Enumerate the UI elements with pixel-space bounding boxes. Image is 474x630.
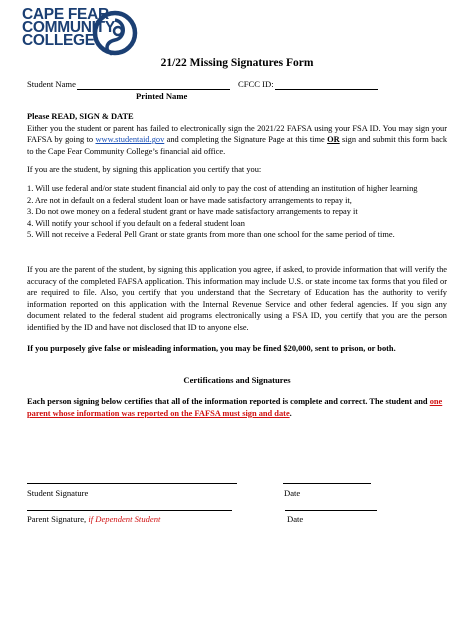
student-signature-line[interactable] bbox=[27, 483, 237, 484]
college-name-line2: COMMUNITY bbox=[22, 19, 115, 36]
college-name-line1: CAPE FEAR bbox=[22, 6, 109, 23]
certifications-text-end: . bbox=[289, 408, 292, 418]
certifications-text-red: one parent whose information was reported on the FAFSA must sign and date bbox=[27, 397, 443, 418]
instructions-block bbox=[27, 111, 447, 157]
student-cert-item: 5. Will not receive a Federal Pell Grant or state grants from more than one school for the same period of time. bbox=[27, 230, 395, 240]
college-name-line3: COLLEGE bbox=[22, 32, 95, 49]
parent-signature-label-text: Parent Signature, bbox=[27, 514, 89, 524]
printed-name-label: Printed Name bbox=[136, 91, 188, 101]
certifications-text bbox=[27, 396, 447, 419]
form-title: 21/22 Missing Signatures Form bbox=[160, 57, 314, 69]
student-name-label: Student Name bbox=[27, 79, 76, 89]
student-signature-label: Student Signature bbox=[27, 488, 89, 498]
or-emphasis: OR bbox=[327, 135, 340, 145]
instructions-heading: Please READ, SIGN & DATE bbox=[27, 112, 134, 121]
dependent-student-qualifier: if Dependent Student bbox=[88, 514, 161, 524]
instructions-text-part2: and completing the Signature Page at this time bbox=[164, 135, 328, 145]
certifications-text-black: Each person signing below certifies that all of the information reported is complete and correct. The student and bbox=[27, 397, 430, 406]
student-cert-item: 2. Are not in default on a federal student loan or have made satisfactory arrangements to repay it, bbox=[27, 195, 352, 205]
cfcc-id-line[interactable] bbox=[275, 89, 378, 90]
student-name-line[interactable] bbox=[77, 89, 230, 90]
student-date-line[interactable] bbox=[283, 483, 371, 484]
parent-signature-label bbox=[27, 514, 160, 525]
parent-signature-line[interactable] bbox=[27, 510, 232, 511]
student-date-label: Date bbox=[284, 488, 301, 498]
parent-cert-text: If you are the parent of the student, by signing this application you agree, if asked, to provide information that will verify the accuracy of the completed FAFSA application. This information may include U.S. or state income tax forms that you filed or are required to file. Also, you certify that you understand that the Secretary of Education has the authority to verify information reported on this application with the Internal Revenue Service and other federal agencies. If you sign any document related to the federal student aid programs electronically using a FSA ID, you certify that you are the person identified by the ID and have not disclosed that ID to anyone else. bbox=[27, 265, 447, 332]
certifications-heading: Certifications and Signatures bbox=[183, 375, 291, 385]
instructions-text bbox=[27, 123, 447, 158]
student-cert-item: 3. Do not owe money on a federal student grant or have made satisfactory arrangements to repay it bbox=[27, 207, 358, 217]
student-cert-item: 4. Will notify your school if you default on a federal student loan bbox=[27, 218, 245, 228]
studentaid-link[interactable]: www.studentaid.gov bbox=[95, 135, 165, 145]
penalty-warning: If you purposely give false or misleading information, you may be fined $20,000, sent to prison, or both. bbox=[27, 344, 396, 353]
college-logo-icon bbox=[92, 10, 138, 56]
cfcc-id-label: CFCC ID: bbox=[238, 79, 274, 89]
instructions-text-part1: Either you the student or parent has failed to electronically sign the 2021/22 FAFSA using your FSA ID. You may sign your FAFSA by going to bbox=[27, 123, 447, 145]
parent-date-line[interactable] bbox=[285, 510, 377, 511]
instructions-text-part3: sign and submit this form back to the Cape Fear Community College’s financial aid office. bbox=[27, 135, 448, 156]
student-intro: If you are the student, by signing this application you certify that you: bbox=[27, 165, 262, 174]
student-cert-item: 1. Will use federal and/or state student financial aid only to pay the cost of attending an institution of higher learning bbox=[27, 184, 418, 193]
parent-date-label: Date bbox=[287, 514, 304, 524]
student-cert-list bbox=[27, 183, 467, 241]
